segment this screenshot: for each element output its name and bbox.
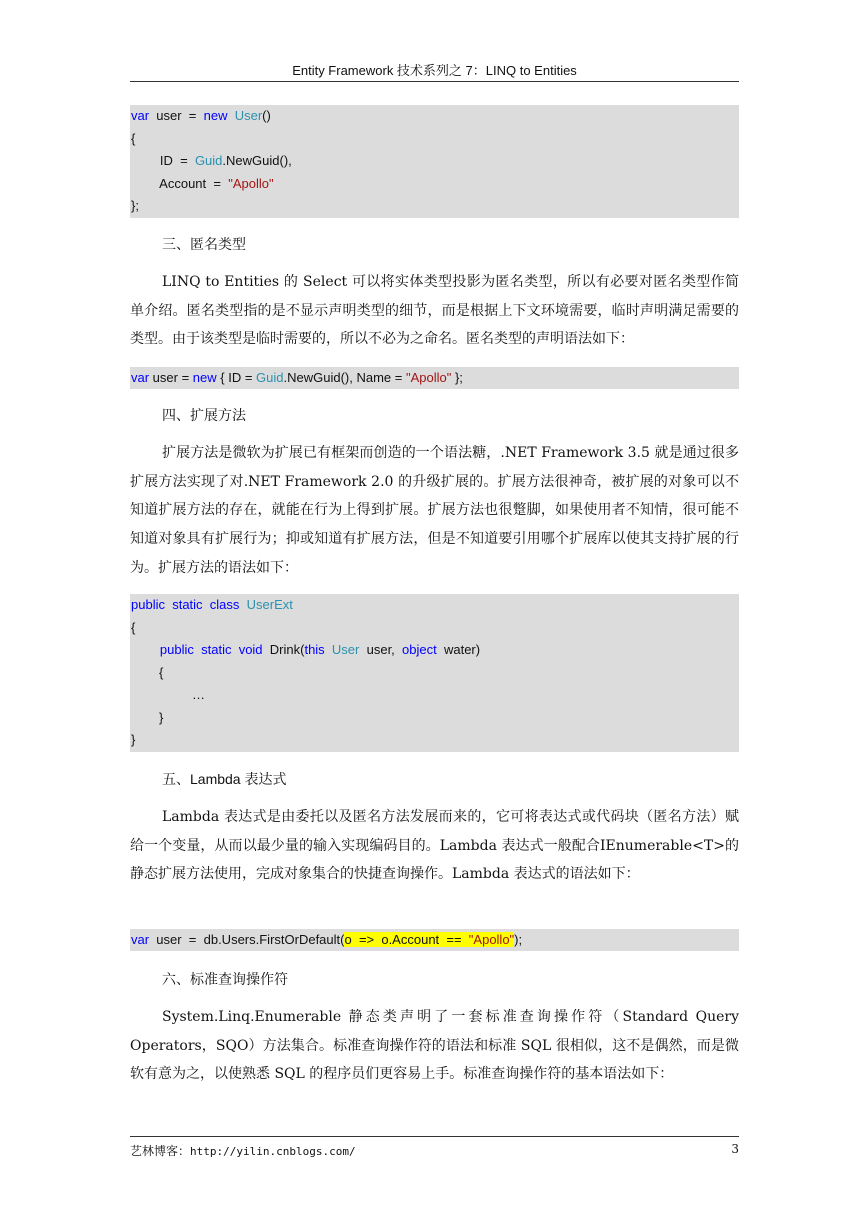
code-keyword: var <box>131 932 150 947</box>
code-line: { <box>131 619 136 635</box>
code-text: }; <box>451 370 463 385</box>
code-keyword: var <box>131 370 150 385</box>
code-block-lambda <box>130 929 739 951</box>
footer-url[interactable]: http://yilin.cnblogs.com/ <box>190 1145 356 1158</box>
code-line: … <box>192 687 205 702</box>
code-text: () <box>262 108 271 123</box>
code-keyword: class <box>209 597 240 612</box>
code-keyword: static <box>172 597 203 612</box>
page-number: 3 <box>731 1142 739 1156</box>
code-type: Guid <box>256 370 284 385</box>
code-text: user = <box>149 108 204 123</box>
code-highlight-string: "Apollo" <box>468 932 515 947</box>
code-text: ); <box>514 932 523 947</box>
code-line: { <box>159 664 164 680</box>
code-line: } <box>131 732 136 747</box>
code-type: User <box>234 108 263 123</box>
paragraph-sqo: System.Linq.Enumerable 静态类声明了一套标准查询操作符（Standard Query Operators，SQO）方法集合。标准查询操作符的语法和标准 SQL 很相似，这不是偶然，而是微软有意为之，以使熟悉 SQL 的程序员们更容易上手。标准查询操作符的基本语法如下： <box>130 1009 739 1083</box>
code-keyword: void <box>238 642 263 657</box>
code-keyword: object <box>402 642 437 657</box>
header-title: Entity Framework 技术系列之 7：LINQ to Entities <box>292 63 577 78</box>
code-keyword: public <box>131 597 165 612</box>
paragraph-lambda: Lambda 表达式是由委托以及匿名方法发展而来的，它可将表达式或代码块（匿名方法）赋给一个变量，从而以最少量的输入实现编码目的。Lambda 表达式一般配合IEnumerable<T>的静态扩展方法使用，完成对象集合的快捷查询操作。Lambda 表达式的语法如下： <box>130 809 739 883</box>
section-heading-extension-methods: 四、扩展方法 <box>162 408 246 424</box>
code-line: } <box>159 709 164 725</box>
code-type: Guid <box>194 153 223 168</box>
code-text: user = db.Users.FirstOrDefault( <box>149 932 345 947</box>
code-line: }; <box>131 198 139 213</box>
code-keyword: var <box>131 108 150 123</box>
code-text: Account = <box>131 175 229 191</box>
code-line <box>131 173 739 196</box>
page-footer <box>130 1136 739 1159</box>
code-text: .NewGuid(), Name = <box>283 370 406 385</box>
footer-blog <box>130 1142 356 1159</box>
code-type: UserExt <box>246 597 293 612</box>
code-text: .NewGuid(), <box>222 153 292 168</box>
paragraph-anonymous-types: LINQ to Entities 的 Select 可以将实体类型投影为匿名类型，所以有必要对匿名类型作简单介绍。匿名类型指的是不显示声明类型的细节，而是根据上下文环境需要，临时声明满足需要的类型。由于该类型是临时需要的，所以不必为之命名。匿名类型的声明语法如下： <box>130 274 739 348</box>
code-keyword: new <box>203 108 228 123</box>
code-line <box>131 105 739 128</box>
code-highlight: o => o.Account == <box>344 932 469 947</box>
code-line <box>131 639 739 662</box>
code-line: { <box>131 130 136 146</box>
section-heading-lambda: 五、Lambda 表达式 <box>162 771 287 787</box>
code-keyword: public <box>159 642 194 657</box>
code-line <box>131 594 739 617</box>
page-header <box>130 60 739 82</box>
code-line <box>131 367 739 390</box>
code-block-anonymous <box>130 367 739 389</box>
code-block-extension <box>130 594 739 752</box>
code-text <box>227 108 234 123</box>
code-text: user = <box>149 370 193 385</box>
code-text: user, <box>366 642 395 657</box>
paragraph-extension-methods: 扩展方法是微软为扩展已有框架而创造的一个语法糖，.NET Framework 3.5 就是通过很多扩展方法实现了对.NET Framework 2.0 的升级扩展的。扩展方法很神奇，被扩展的对象可以不知道扩展方法的存在，就能在行为上得到扩展。扩展方法也很蹩脚，如果使用者不知情，很可能不知道对象具有扩展行为；抑或知道有扩展方法，但是不知道要引用哪个扩展库以使其支持扩展的行为。扩展方法的语法如下： <box>130 445 739 576</box>
section-heading-anonymous-types: 三、匿名类型 <box>162 237 246 253</box>
code-text: { ID = <box>216 370 257 385</box>
code-line <box>131 929 739 952</box>
code-block-user-init <box>130 105 739 218</box>
code-type: User <box>331 642 360 657</box>
code-string: "Apollo" <box>228 175 274 191</box>
code-line <box>131 150 739 173</box>
code-text: ID = <box>131 153 195 168</box>
section-heading-sqo: 六、标准查询操作符 <box>162 972 288 988</box>
code-keyword: this <box>304 642 325 657</box>
code-keyword: static <box>201 642 232 657</box>
code-text: water) <box>443 642 481 657</box>
code-keyword: new <box>192 370 217 385</box>
code-string: "Apollo" <box>405 370 452 385</box>
code-text: Drink( <box>269 642 305 657</box>
footer-label: 艺林博客： <box>130 1144 191 1158</box>
